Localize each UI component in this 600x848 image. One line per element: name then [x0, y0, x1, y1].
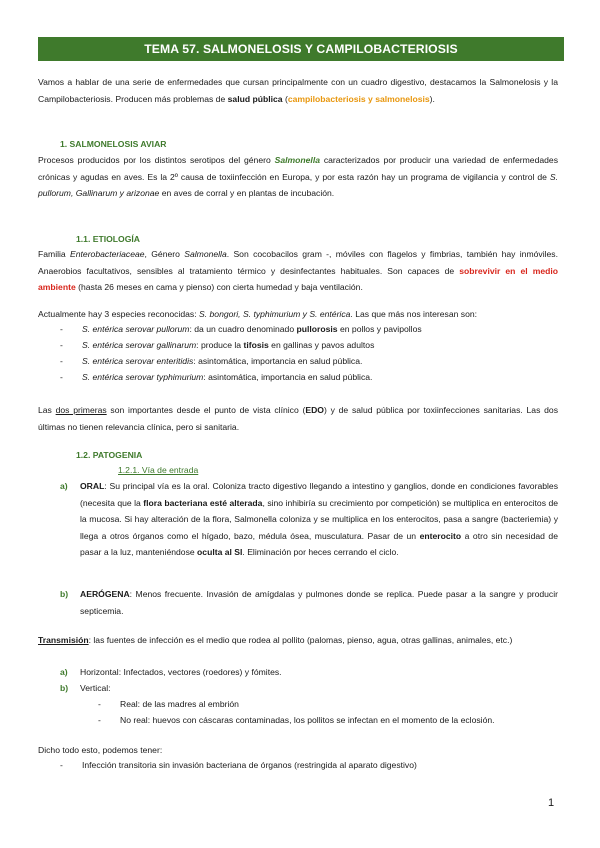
oral-text-3: a otro sin necesidad de pasar a la luz, manteniéndose — [80, 530, 558, 558]
s1-text: Procesos producidos por los distintos serotipos del género — [38, 155, 275, 165]
oral-paragraph — [80, 478, 558, 561]
oral-text-2: , sino inhibiría su crecimiento por competición) se multiplica en enterocitos de la mucosa. Si hay alteración de la flora, Salmonella coloniza y se multiplica en los enterocitos, pasa a sangre (bacteriemia) y llega a otros órganos como el hígado, bazo, médula ósea, musculatura. Pasar de un — [80, 497, 559, 541]
oral-bold-2: flora bacteriana esté alterada — [143, 497, 263, 508]
dos-text: Las — [38, 405, 56, 415]
species-text-2: . Las que más nos interesan son: — [350, 309, 478, 319]
intro-highlight: campilobacteriosis y salmonelosis — [287, 93, 430, 104]
species-text: Actualmente hay 3 especies reconocidas: — [38, 309, 199, 319]
oral-label: ORAL — [80, 481, 105, 491]
horizontal-item: Horizontal: Infectados, vectores (roedores) y fómites. — [80, 667, 282, 677]
s11-text: Familia — [38, 249, 71, 259]
s11-text-3: . Son cocobacilos gram -, móviles con flagelos y fimbrias, también hay inmóviles. Anaerobios facultativos, sensibles al tratamiento térmico y desinfectantes habituales. Son capaces de — [38, 249, 558, 276]
species-disease: pullorosis — [296, 324, 338, 334]
species-intro — [38, 306, 558, 323]
species-desc: : asintomática, importancia en salud pública. — [193, 356, 363, 366]
vertical-real: Real: de las madres al embrión — [120, 699, 239, 709]
species-desc: : produce la — [196, 340, 244, 350]
intro-paragraph — [38, 74, 558, 107]
species-name: S. entérica serovar typhimurium — [82, 372, 204, 382]
oral-bold-4: oculta al SI — [197, 547, 243, 558]
dos-edo: EDO — [305, 405, 324, 415]
page-number: 1 — [548, 797, 555, 809]
list-label-b: b) — [60, 589, 69, 599]
subsection-heading-via: 1.2.1. Vía de entrada — [118, 465, 199, 475]
list-dash: - — [98, 699, 101, 709]
list-label-a: a) — [60, 667, 68, 677]
intro-text-2: ( — [282, 93, 288, 104]
dos-underline: dos primeras — [55, 405, 107, 415]
salmonelosis-paragraph — [38, 152, 558, 202]
transmision-text: : las fuentes de infección es el medio que rodea al pollito (palomas, pienso, agua, otras gallinas, animales, etc.) — [88, 635, 513, 645]
intro-text: Vamos a hablar de una serie de enfermedades que cursan principalmente con un cuadro digestivo, destacamos la Salmonelosis y la Campilobacteriosis. Producen más problemas de — [38, 77, 558, 104]
s1-text-2: caracterizados por producir una variedad de enfermedades crónicas y agudas en aves. Es la 2º causa de toxiinfección en Europa, y por esta razón hay un programa de vigilancia y control de — [38, 155, 559, 182]
dos-primeras-paragraph — [38, 402, 558, 435]
species-disease: tifosis — [243, 340, 269, 350]
oral-bold-3: enterocito — [419, 530, 462, 541]
dicho-item: Infección transitoria sin invasión bacteriana de órganos (restringida al aparato digestivo) — [82, 760, 417, 770]
intro-text-3: ). — [429, 93, 435, 104]
intro-bold: salud pública — [227, 93, 283, 104]
transmision-label: Transmisión — [38, 635, 89, 645]
s11-genus: Salmonella — [184, 249, 227, 259]
s11-text-2: , Género — [144, 249, 185, 259]
list-dash: - — [98, 715, 101, 725]
s11-highlight: sobrevivir en el medio ambiente — [38, 265, 558, 293]
s1-text-3: en aves de corral y en plantas de incubación. — [159, 188, 335, 199]
section-heading-salmonelosis: 1. SALMONELOSIS AVIAR — [60, 139, 167, 149]
transmision-paragraph — [38, 632, 558, 649]
species-desc: : asintomática, importancia en salud pública. — [203, 372, 373, 382]
section-heading-patogenia: 1.2. PATOGENIA — [76, 450, 143, 460]
oral-text: : Su principal vía es la oral. Coloniza tracto digestivo llegando a intestino y ganglios, donde en condiciones favorables (necesita que la — [80, 481, 558, 508]
dos-text-2: son importantes desde el punto de vista clínico ( — [106, 405, 306, 415]
aerogena-label: AERÓGENA — [80, 589, 130, 599]
s1-species: S. pullorum, Gallinarum y arizonae — [38, 171, 558, 199]
section-heading-etiologia: 1.1. ETIOLOGÍA — [76, 234, 140, 244]
s11-family: Enterobacteriaceae — [70, 249, 145, 259]
vertical-item: Vertical: — [80, 683, 111, 693]
species-desc-2: en gallinas y pavos adultos — [268, 340, 375, 350]
list-dash: - — [60, 324, 63, 334]
aerogena-paragraph — [80, 586, 558, 619]
species-name: S. entérica serovar gallinarum — [82, 340, 197, 350]
s11-text-4: (hasta 26 meses en cama y pienso) con cierta humedad y baja ventilación. — [75, 282, 363, 293]
list-dash: - — [60, 356, 63, 366]
list-dash: - — [60, 760, 63, 770]
s1-genus: Salmonella — [274, 155, 320, 165]
page-title: TEMA 57. SALMONELOSIS Y CAMPILOBACTERIOSIS — [38, 37, 564, 61]
oral-text-4: . Eliminación por heces cerrando el ciclo. — [242, 547, 399, 558]
species-desc-2: en pollos y pavipollos — [337, 324, 422, 334]
list-dash: - — [60, 372, 63, 382]
dos-text-3: ) y de salud pública por toxiinfecciones sanitarias. Las dos últimas no tienen relevancia clínica, pero si sanitaria. — [38, 405, 558, 432]
aerogena-text: : Menos frecuente. Invasión de amígdalas y pulmones donde se replica. Puede pasar a la sangre y producir septicemia. — [80, 589, 558, 616]
species-name: S. entérica serovar pullorum — [82, 324, 190, 334]
species-desc: : da un cuadro denominado — [189, 324, 297, 334]
list-dash: - — [60, 340, 63, 350]
etiologia-paragraph — [38, 246, 558, 296]
vertical-no-real: No real: huevos con cáscaras contaminadas, los pollitos se infectan en el momento de la eclosión. — [120, 715, 495, 725]
list-label-b: b) — [60, 683, 69, 693]
list-label-a: a) — [60, 481, 68, 491]
species-name: S. entérica serovar enteritidis — [82, 356, 194, 366]
species-list: S. bongori, S. typhimurium y S. entérica — [199, 309, 351, 319]
dicho-paragraph: Dicho todo esto, podemos tener: — [38, 745, 163, 755]
